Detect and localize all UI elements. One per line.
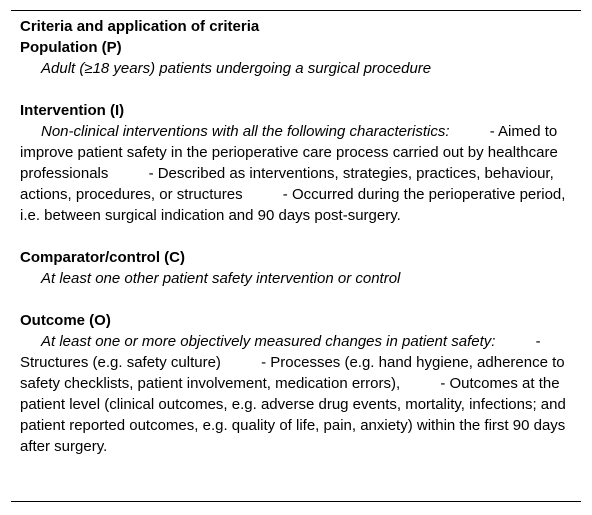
outcome-item-2: - Processes (e.g. hand hygiene, adherence to safety checklists, patient involvement, medication errors),	[20, 354, 565, 392]
outcome-body	[20, 331, 572, 457]
intervention-title: Intervention (I)	[20, 102, 125, 119]
intervention-item-3: - Occurred during the perioperative period, i.e. between surgical indication and 90 days post-surgery.	[20, 186, 566, 224]
intervention-intro: Non-clinical interventions with all the following characteristics:	[41, 123, 450, 140]
population-title: Population (P)	[20, 39, 122, 56]
criteria-table	[11, 10, 581, 502]
intervention-body	[20, 121, 572, 226]
intervention-item-2: - Described as interventions, strategies, practices, behaviour, actions, procedures, or structures	[20, 165, 554, 203]
comparator-text: At least one other patient safety intervention or control	[41, 270, 401, 287]
intervention-item-1: - Aimed to improve patient safety in the perioperative care process carried out by healthcare professionals	[20, 123, 558, 182]
table-header: Criteria and application of criteria	[20, 18, 260, 35]
outcome-item-1: - Structures (e.g. safety culture)	[20, 333, 541, 371]
outcome-title: Outcome (O)	[20, 312, 111, 329]
criteria-cell	[20, 16, 572, 457]
comparator-title: Comparator/control (C)	[20, 249, 185, 266]
outcome-intro: At least one or more objectively measured changes in patient safety:	[41, 333, 496, 350]
outcome-item-3: - Outcomes at the patient level (clinical outcomes, e.g. adverse drug events, mortality, infections; and patient reported outcomes, e.g. quality of life, pain, anxiety) within the first 90 days after surgery.	[20, 375, 566, 455]
population-text: Adult (≥18 years) patients undergoing a surgical procedure	[41, 60, 432, 77]
